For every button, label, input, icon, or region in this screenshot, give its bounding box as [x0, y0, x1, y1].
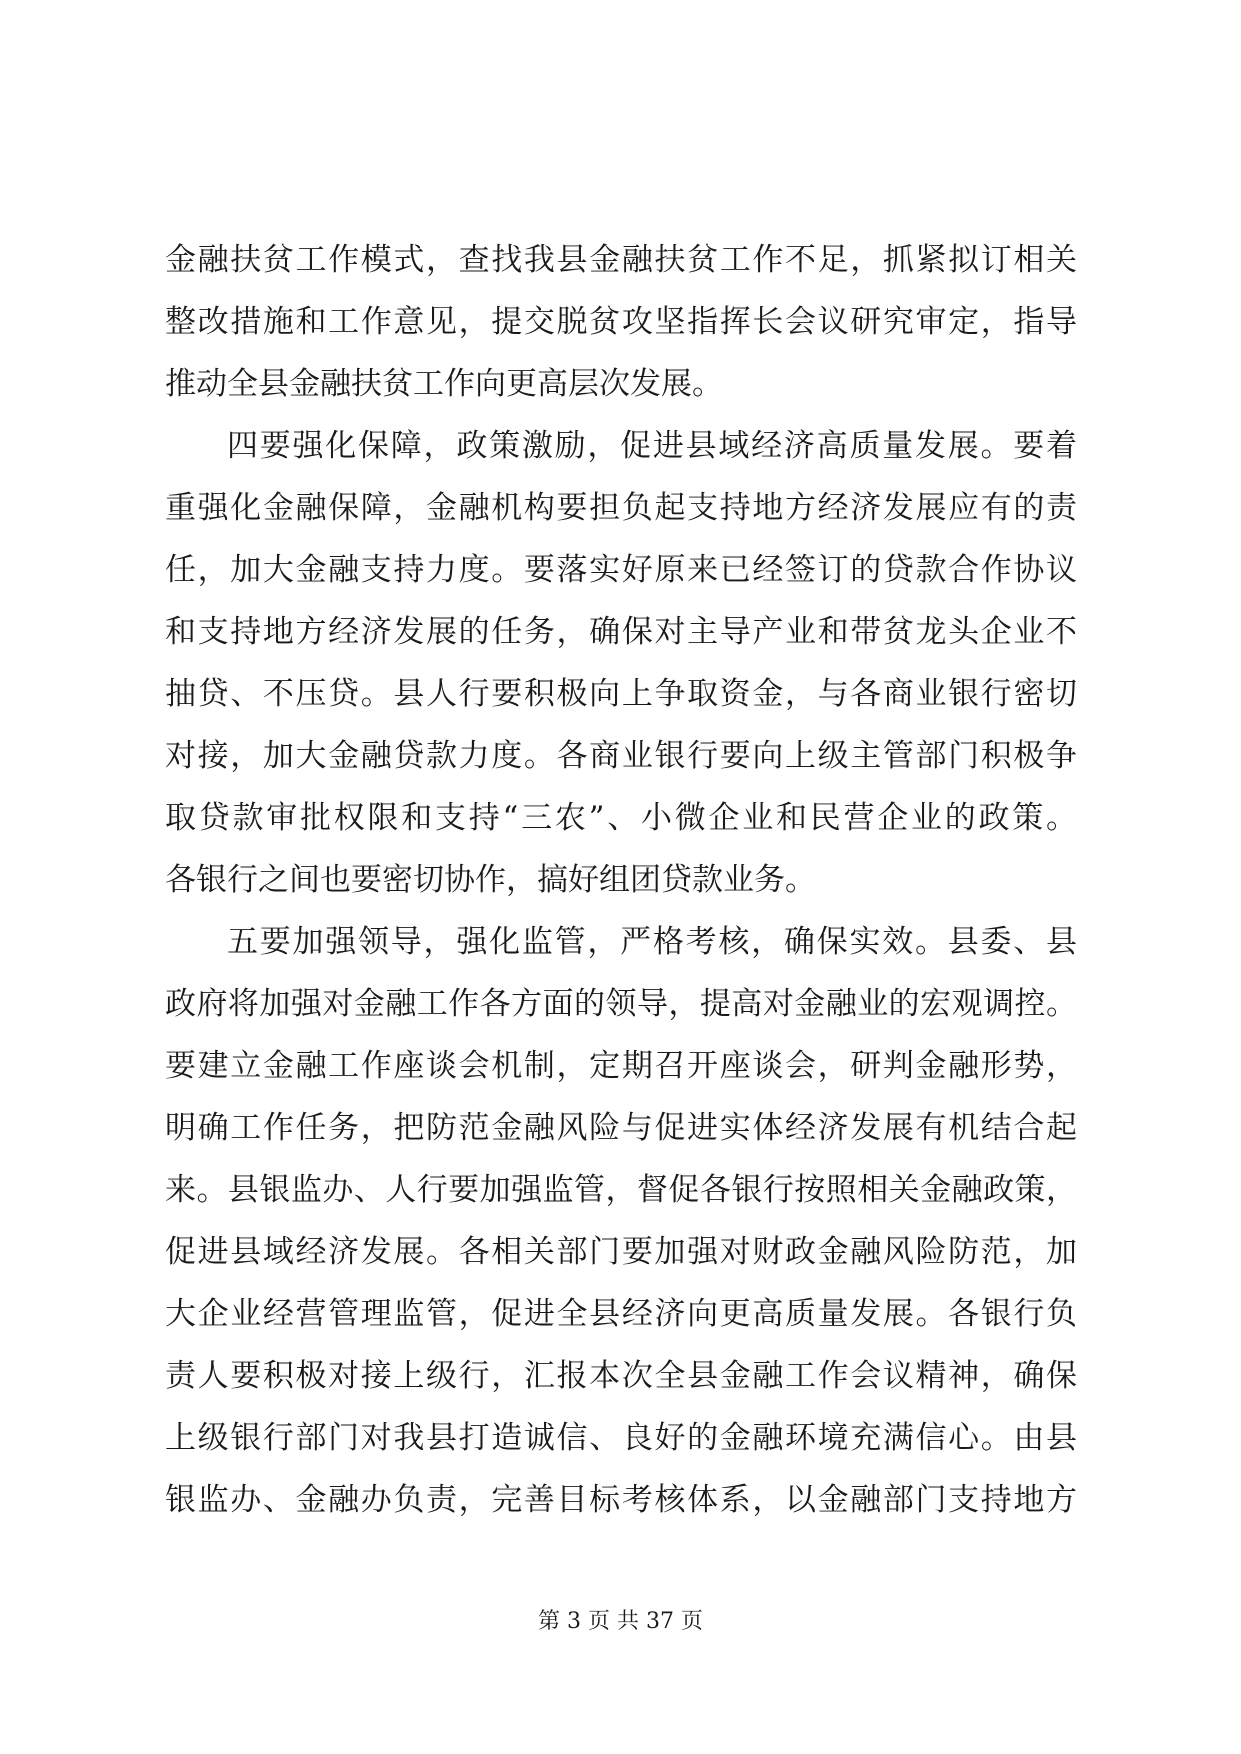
text-line: 来。县银监办、人行要加强监管，督促各银行按照相关金融政策，: [165, 1172, 1077, 1208]
text-line: 促进县域经济发展。各相关部门要加强对财政金融风险防范，加: [165, 1234, 1077, 1270]
text-line: 推动全县金融扶贫工作向更高层次发展。: [165, 366, 723, 402]
paragraph-2: [165, 415, 1077, 911]
page-number-footer: 第 3 页 共 37 页: [538, 1609, 703, 1634]
paragraph-3: [165, 911, 1077, 1531]
text-line: 责人要积极对接上级行，汇报本次全县金融工作会议精神，确保: [165, 1358, 1077, 1394]
paragraph-1: [165, 229, 1077, 415]
text-line: 大企业经营管理监管，促进全县经济向更高质量发展。各银行负: [165, 1296, 1077, 1332]
text-line: 整改措施和工作意见，提交脱贫攻坚指挥长会议研究审定，指导: [165, 304, 1077, 340]
text-line: 明确工作任务，把防范金融风险与促进实体经济发展有机结合起: [165, 1110, 1077, 1146]
text-line: 和支持地方经济发展的任务，确保对主导产业和带贫龙头企业不: [165, 614, 1077, 650]
text-line: 重强化金融保障，金融机构要担负起支持地方经济发展应有的责: [165, 490, 1077, 526]
text-line: 抽贷、不压贷。县人行要积极向上争取资金，与各商业银行密切: [165, 676, 1077, 712]
text-line: 五要加强领导，强化监管，严格考核，确保实效。县委、县: [227, 924, 1077, 960]
text-line: 对接，加大金融贷款力度。各商业银行要向上级主管部门积极争: [165, 738, 1077, 774]
text-line: 任，加大金融支持力度。要落实好原来已经签订的贷款合作协议: [165, 552, 1077, 588]
text-line: 取贷款审批权限和支持“三农”、小微企业和民营企业的政策。: [165, 800, 1077, 836]
text-line: 要建立金融工作座谈会机制，定期召开座谈会，研判金融形势，: [165, 1048, 1077, 1084]
text-line: 各银行之间也要密切协作，搞好组团贷款业务。: [165, 862, 816, 898]
text-line: 银监办、金融办负责，完善目标考核体系，以金融部门支持地方: [165, 1482, 1077, 1518]
document-body: [165, 229, 1077, 1531]
text-line: 金融扶贫工作模式，查找我县金融扶贫工作不足，抓紧拟订相关: [165, 242, 1077, 278]
text-line: 四要强化保障，政策激励，促进县域经济高质量发展。要着: [227, 428, 1077, 464]
text-line: 政府将加强对金融工作各方面的领导，提高对金融业的宏观调控。: [165, 986, 1077, 1022]
text-line: 上级银行部门对我县打造诚信、良好的金融环境充满信心。由县: [165, 1420, 1077, 1456]
